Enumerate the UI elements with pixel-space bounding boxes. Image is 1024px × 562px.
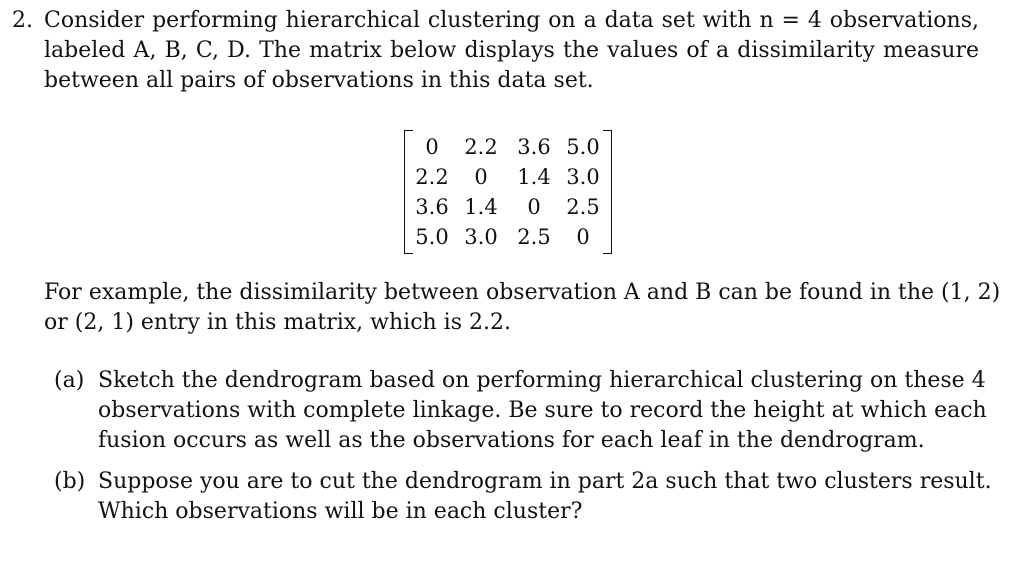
matrix-cell: 2.5 xyxy=(517,225,551,249)
matrix-grid xyxy=(410,132,606,252)
part-a-line: fusion occurs as well as the observations for each leaf in the dendrogram. xyxy=(98,428,925,453)
part-a-line: Sketch the dendrogram based on performing hierarchical clustering on these 4 xyxy=(98,368,986,393)
matrix-cell: 3.0 xyxy=(566,165,600,189)
matrix-cell: 5.0 xyxy=(566,135,600,159)
matrix-cell: 2.5 xyxy=(566,195,600,219)
part-a-text xyxy=(98,366,987,456)
problem-intro xyxy=(44,6,979,96)
part-b xyxy=(54,467,992,532)
matrix-cell: 3.6 xyxy=(415,195,449,219)
matrix-cell: 0 xyxy=(527,195,541,219)
matrix-cell: 0 xyxy=(425,135,439,159)
intro-line: Consider performing hierarchical clustering on a data set with n = 4 observations, xyxy=(44,8,979,33)
intro-line: labeled A, B, C, D. The matrix below displays the values of a dissimilarity measure xyxy=(44,38,979,63)
part-b-text xyxy=(98,467,992,527)
matrix-cell: 0 xyxy=(576,225,590,249)
matrix-cell: 3.0 xyxy=(464,225,498,249)
matrix-cell: 5.0 xyxy=(415,225,449,249)
matrix-cell: 2.2 xyxy=(464,135,498,159)
problem-number: 2. xyxy=(12,8,33,33)
matrix-cell: 1.4 xyxy=(517,165,551,189)
matrix-cell: 0 xyxy=(474,165,488,189)
dissimilarity-matrix xyxy=(404,130,612,254)
matrix-cell: 3.6 xyxy=(517,135,551,159)
part-b-line: Which observations will be in each cluster? xyxy=(98,499,583,524)
example-paragraph xyxy=(44,278,1001,338)
matrix-cell: 2.2 xyxy=(415,165,449,189)
example-line: or (2, 1) entry in this matrix, which is 2.2. xyxy=(44,310,511,335)
part-a xyxy=(54,366,987,461)
part-a-label: (a) xyxy=(54,368,85,393)
intro-line: between all pairs of observations in this data set. xyxy=(44,68,594,93)
part-a-line: observations with complete linkage. Be sure to record the height at which each xyxy=(98,398,987,423)
matrix-cell: 1.4 xyxy=(464,195,498,219)
part-b-line: Suppose you are to cut the dendrogram in part 2a such that two clusters result. xyxy=(98,469,992,494)
example-line: For example, the dissimilarity between observation A and B can be found in the (1, 2) xyxy=(44,280,1001,305)
part-b-label: (b) xyxy=(54,469,86,494)
